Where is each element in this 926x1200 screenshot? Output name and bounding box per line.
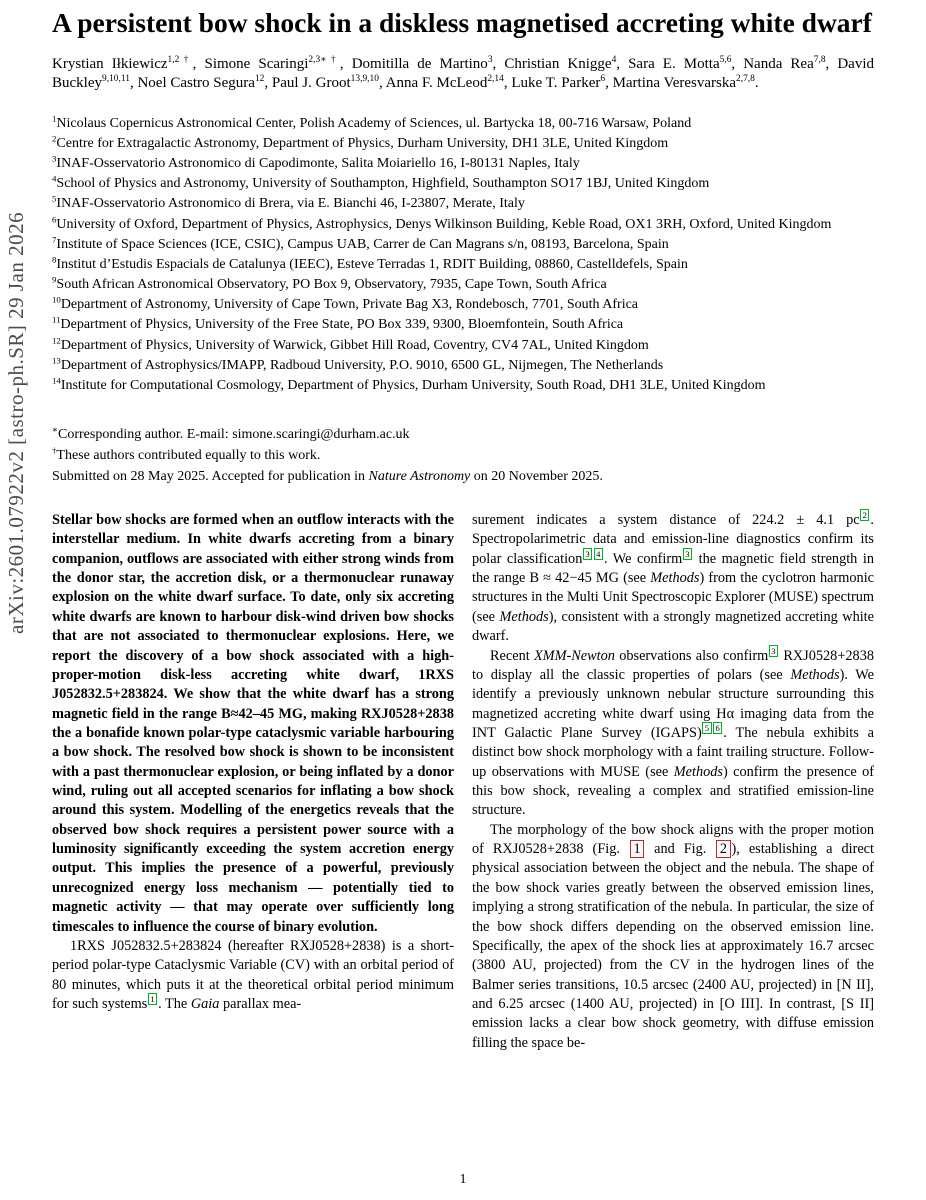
note-line	[52, 445, 874, 466]
affiliation-text: Department of Astrophysics/IMAPP, Radboud University, P.O. 9010, 6500 GL, Nijmegen, The Netherlands	[60, 357, 664, 373]
italic-text: XMM-Newton	[533, 647, 615, 664]
text-run: , Simone Scaringi	[192, 55, 309, 72]
affiliation-line	[52, 194, 874, 214]
text-run: , Nanda Rea	[731, 55, 814, 72]
text-run: ). We identify a previously unknown nebular structure surrounding this magnetized accreting white dwarf using Hα imaging data from the INT Galactic Plane Survey (IGAPS)	[472, 666, 874, 741]
affiliation-text: Institute of Space Sciences (ICE, CSIC), Campus UAB, Carrer de Can Magrans s/n, 08193, Barcelona, Spain	[56, 236, 669, 252]
affiliation-text: INAF-Osservatorio Astronomico di Brera, via E. Bianchi 46, I-23807, Merate, Italy	[56, 196, 525, 212]
affiliation-number: 4	[52, 173, 57, 184]
superscript: 7,8	[813, 54, 826, 65]
text-run: surement indicates a system distance of 224.2 ± 4.1 pc	[472, 512, 860, 528]
affiliation-line	[52, 356, 874, 376]
affiliation-line	[52, 275, 874, 295]
affiliation-number: 2	[52, 133, 57, 144]
text-run: observations also confirm	[614, 647, 769, 664]
affiliation-number: 5	[52, 193, 57, 204]
figure-link[interactable]: 1	[630, 840, 644, 858]
citation-link[interactable]: 2	[860, 509, 869, 521]
figure-link[interactable]: 2	[716, 840, 730, 858]
affiliation-text: Institute for Computational Cosmology, Department of Physics, Durham University, South Road, DH1 3LE, United Kingdom	[60, 377, 766, 393]
superscript: 4	[611, 54, 617, 65]
footnotes	[52, 424, 874, 487]
text-run: RXJ0528+2838 to display all the classic properties of polars (see	[472, 647, 874, 683]
text-run: . We confirm	[603, 550, 683, 567]
text-run: , Anna F. McLeod	[378, 75, 488, 92]
citation-link[interactable]: 5	[702, 722, 711, 734]
text-run: , Paul J. Groot	[264, 75, 351, 92]
paper-content	[52, 6, 874, 1053]
citation-link[interactable]: 6	[713, 722, 722, 734]
affiliation-line	[52, 235, 874, 255]
affiliation-line	[52, 114, 874, 134]
text-run: ) from the cyclotron harmonic structures in the Multi Unit Spectroscopic Explorer (MUSE) spectrum (see	[472, 570, 875, 625]
text-run: ) confirm the presence of this bow shock, revealing a complex and stratified emission-line structure.	[472, 763, 874, 819]
text-run: Krystian Iłkiewicz	[52, 55, 168, 72]
text-run: ), consistent with a strongly magnetized accreting white dwarf.	[472, 608, 875, 645]
text-run: , Christian Knigge	[492, 55, 612, 72]
affiliation-number: 7	[52, 234, 57, 245]
text-run: ), establishing a direct physical association between the object and the nebula. The shape of the bow shock varies greatly between the observed emission lines, implying a strong stratification of the nebula. In particular, the size of the bow shock differs depending on the observed emission line. Specifically, the apex of the shock lies at approximately 16.7 arcsec (3800 AU, projected) from the CV in the hydrogen lines of the Balmer series transitions, 10.5 arcsec (2400 AU, projected) in [N II], and 6.25 arcsec (1400 AU, projected) in [O III]. In contrast, [S II] emission lacks a clear bow shock geometry, with diffuse emission filling the space be-	[472, 841, 874, 1051]
superscript: 9,10,11	[102, 74, 130, 85]
affiliation-number: 11	[52, 314, 61, 325]
affiliation-line	[52, 255, 874, 275]
affiliation-line	[52, 336, 874, 356]
text-run: , Sara E. Motta	[616, 55, 720, 72]
italic-text: Methods	[499, 608, 549, 625]
affiliation-line	[52, 174, 874, 194]
affiliation-list	[52, 114, 874, 396]
superscript: 3	[487, 54, 493, 65]
italic-text: Gaia	[190, 995, 220, 1012]
italic-text: Methods	[790, 666, 840, 683]
affiliation-text: Department of Astronomy, University of Cape Town, Private Bag X3, Rondebosch, 7701, South Africa	[60, 297, 639, 313]
text-run: on 20 November 2025.	[470, 469, 603, 484]
affiliation-text: Centre for Extragalactic Astronomy, Department of Physics, Durham University, DH1 3LE, United Kingdom	[56, 135, 669, 151]
affiliation-number: 9	[52, 274, 57, 285]
affiliation-text: Nicolaus Copernicus Astronomical Center, Polish Academy of Sciences, ul. Bartycka 18, 00-716 Warsaw, Poland	[56, 115, 692, 131]
citation-link[interactable]: 3	[769, 645, 778, 657]
page-number: 1	[459, 1172, 467, 1187]
note-line	[52, 424, 874, 445]
affiliation-number: 1	[52, 113, 57, 124]
paragraph	[52, 937, 454, 1014]
affiliation-number: 8	[52, 254, 57, 265]
text-run: The morphology of the bow shock aligns with the proper motion of RXJ0528+2838 (Fig.	[472, 821, 874, 858]
superscript: 1,2†	[167, 54, 193, 65]
paragraph	[52, 511, 454, 937]
citation-link[interactable]: 3	[683, 548, 692, 560]
superscript: 2,7,8	[736, 74, 755, 85]
affiliation-text: INAF-Osservatorio Astronomico di Capodimonte, Salita Moiariello 16, I-80131 Naples, Italy	[56, 156, 580, 172]
superscript: 5,6	[719, 54, 732, 65]
superscript: 2,14	[487, 74, 504, 85]
affiliation-text: South African Astronomical Observatory, PO Box 9, Observatory, 7935, Cape Town, South Africa	[56, 277, 607, 293]
text-run: and Fig.	[645, 841, 716, 858]
affiliation-line	[52, 215, 874, 235]
affiliation-text: Institut d’Estudis Espacials de Catalunya (IEEC), Esteve Terradas 1, RDIT Building, 08860, Castelldefels, Spain	[56, 256, 688, 272]
text-run: Recent	[490, 647, 534, 664]
paragraph	[472, 511, 874, 647]
superscript: 12	[254, 74, 265, 85]
left-column	[52, 511, 454, 1053]
affiliation-line	[52, 295, 874, 315]
text-run: , Noel Castro Segura	[129, 75, 255, 92]
body-columns	[52, 511, 874, 1053]
text-run: , Luke T. Parker	[503, 75, 601, 92]
affiliation-text: University of Oxford, Department of Physics, Astrophysics, Denys Wilkinson Building, Keble Road, OX1 3RH, Oxford, United Kingdom	[56, 216, 832, 232]
arxiv-watermark: arXiv:2601.07922v2 [astro-ph.SR] 29 Jan 2026	[4, 211, 28, 634]
paper-title: A persistent bow shock in a diskless magnetised accreting white dwarf	[52, 7, 872, 38]
affiliation-number: 12	[52, 334, 61, 345]
italic-text: Methods	[673, 763, 723, 780]
affiliation-text: Department of Physics, University of Warwick, Gibbet Hill Road, Coventry, CV4 7AL, United Kingdom	[60, 337, 649, 353]
paragraph	[472, 821, 874, 1053]
affiliation-text: School of Physics and Astronomy, University of Southampton, Highfield, Southampton SO17 1BJ, United Kingdom	[56, 176, 710, 192]
superscript: †	[52, 445, 57, 456]
text-run: parallax mea-	[219, 995, 302, 1012]
superscript: 13,9,10	[350, 74, 379, 85]
superscript: 6	[600, 74, 606, 85]
citation-link[interactable]: 3	[583, 548, 592, 560]
affiliation-number: 6	[52, 213, 57, 224]
affiliation-line	[52, 315, 874, 335]
text-run: Corresponding author. E-mail: simone.scaringi@durham.ac.uk	[58, 427, 410, 442]
text-run: . The nebula exhibits a distinct bow shock morphology with a faint trailing structure. Follow-up observations with MUSE (see	[472, 724, 874, 780]
paragraph	[472, 647, 874, 821]
citation-link[interactable]: 1	[148, 993, 157, 1005]
note-line	[52, 466, 874, 487]
text-run: Submitted on 28 May 2025. Accepted for publication in	[52, 469, 369, 484]
italic-text: Methods	[650, 570, 700, 587]
affiliation-number: 3	[52, 153, 57, 164]
text-run: the magnetic field strength in the range B ≈ 42−45 MG (see	[472, 550, 874, 587]
affiliation-number: 10	[52, 294, 61, 305]
affiliation-number: 13	[52, 355, 61, 366]
affiliation-text: Department of Physics, University of the Free State, PO Box 339, 9300, Bloemfontein, South Africa	[60, 317, 624, 333]
affiliation-line	[52, 154, 874, 174]
text-run: , Martina Veresvarska	[605, 75, 736, 92]
author-list	[52, 55, 874, 94]
text-run: These authors contributed equally to this work.	[56, 448, 321, 463]
text-run: .	[754, 75, 759, 92]
right-column	[472, 511, 874, 1053]
italic-text: Nature Astronomy	[368, 469, 471, 484]
superscript: 2,3∗†	[308, 54, 340, 65]
affiliation-number: 14	[52, 375, 61, 386]
text-run: Stellar bow shocks are formed when an outflow interacts with the interstellar medium. In white dwarfs accreting from a binary companion, outflows are associated with either strong winds from the donor star, the accretion disk, or a thermonuclear runaway explosion on the white dwarf surface. To date, only six accreting white dwarfs are known to harbour disk-wind driven bow shocks that are not associated to thermonuclear explosions. Here, we report the discovery of a bow shock associated with a high-proper-motion disk-less accreting white dwarf, 1RXS J052832.5+283824. We show that the white dwarf has a strong magnetic field in the range B≈42–45 MG, making RXJ0528+2838 the a bonafide known polar-type cataclysmic variable harbouring a bow shock. The resolved bow shock is shown to be inconsistent with a past thermonuclear explosion, or being inflated by a donor wind, ruling out all accepted scenarios for inflating a bow shock around this system. Modelling of the energetics reveals that the observed bow shock requires a persistent power source with a luminosity significantly exceeding the system accretion energy output. This implies the presence of a powerful, previously unrecognized energy loss mechanism — potentially tied to magnetic activity — that may operate over sufficiently long timescales to influence the course of binary evolution.	[52, 512, 454, 935]
text-run: . Spectropolarimetric data and emission-line diagnostics confirm its polar classification	[472, 512, 874, 567]
text-run: . The	[158, 995, 191, 1012]
text-run: , Domitilla de Martino	[339, 55, 488, 72]
text-run: 1RXS J052832.5+283824 (hereafter RXJ0528+2838) is a short-period polar-type Cataclysmic Variable (CV) with an orbital period of 80 minutes, which puts it at the theoretical orbital period minimum for such systems	[52, 937, 454, 1012]
superscript: ∗	[52, 424, 58, 435]
affiliation-line	[52, 134, 874, 154]
text-run: , David Buckley	[52, 55, 875, 92]
citation-link[interactable]: 4	[594, 548, 603, 560]
affiliation-line	[52, 376, 874, 396]
